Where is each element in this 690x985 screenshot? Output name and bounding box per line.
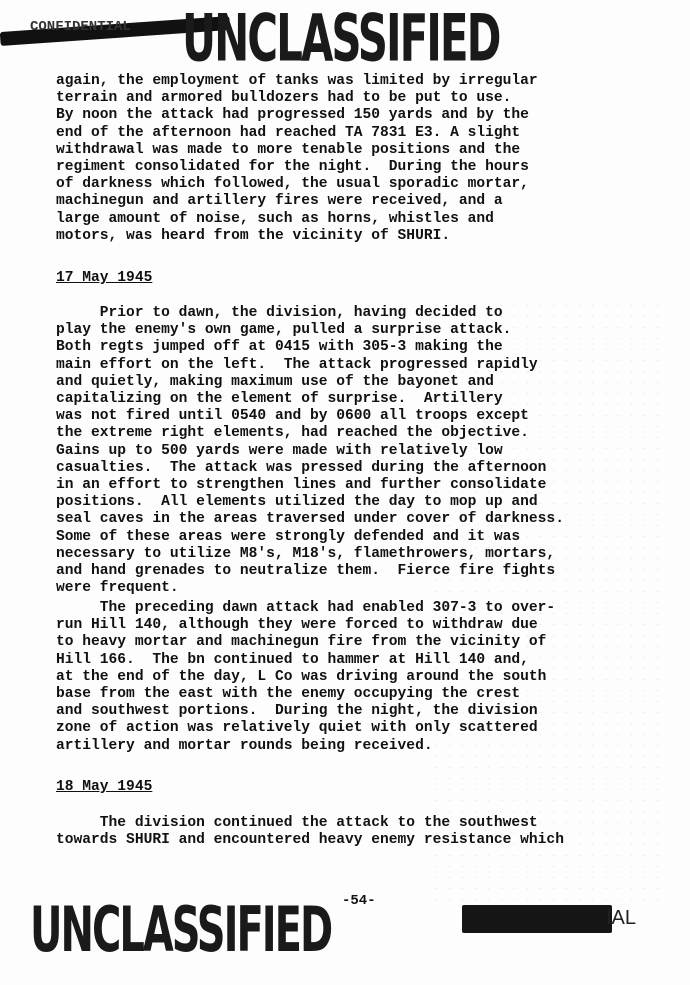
redaction-bar-bottom xyxy=(462,905,612,933)
unclassified-stamp-top: UNCLASSIFIED xyxy=(182,0,500,76)
paragraph-17-may-2: The preceding dawn attack had enabled 307-3 to over- run Hill 140, although they were forced to withdraw due to heavy mortar and machinegun fire from the vicinity of Hill 166. The bn continued to hammer at Hill 140 and, at the end of the day, L Co was driving around the south base from the east with the enemy occupying the crest and southwest portions. During the night, the division zone of action was relatively quiet with only scattered artillery and mortar rounds being received. xyxy=(56,600,556,754)
paragraph-18-may: The division continued the attack to the southwest towards SHURI and encountered heavy enemy resistance which xyxy=(56,815,564,849)
date-heading-17-may: 17 May 1945 xyxy=(56,270,153,286)
classification-marking-bottom: IAL xyxy=(606,907,637,929)
paragraph-intro: again, the employment of tanks was limited by irregular terrain and armored bulldozers had to be put to use. By noon the attack had progressed 150 yards and by the end of the afternoon had reached TA 7831 E3. A slight withdrawal was made to more tenable positions and the regiment consolidated for the night. During the hours of darkness which followed, the usual sporadic mortar, machinegun and artillery fires were received, and a large amount of noise, such as horns, whistles and motors, was heard from the vicinity of SHURI. xyxy=(56,73,538,244)
date-heading-18-may: 18 May 1945 xyxy=(56,779,153,795)
classification-marking-top: CONFIDENTIAL xyxy=(30,19,131,35)
page-number: -54- xyxy=(342,893,376,909)
paragraph-17-may-1: Prior to dawn, the division, having decided to play the enemy's own game, pulled a surprise attack. Both regts jumped off at 0415 with 305-3 making the main effort on the left. The attack progressed rapidly and quietly, making maximum use of the bayonet and capitalizing on the element of surprise. Artillery was not fired until 0540 and by 0600 all troops except the extreme right elements, had reached the objective. Gains up to 500 yards were made with relatively low casualties. The attack was pressed during the afternoon in an effort to strengthen lines and further consolidate positions. All elements utilized the day to mop up and seal caves in the areas traversed under cover of darkness. Some of these areas were strongly defended and it was necessary to utilize M8's, M18's, flamethrowers, mortars, and hand grenades to neutralize them. Fierce fire fights were frequent. xyxy=(56,305,564,597)
unclassified-stamp-bottom: UNCLASSIFIED xyxy=(30,895,332,967)
